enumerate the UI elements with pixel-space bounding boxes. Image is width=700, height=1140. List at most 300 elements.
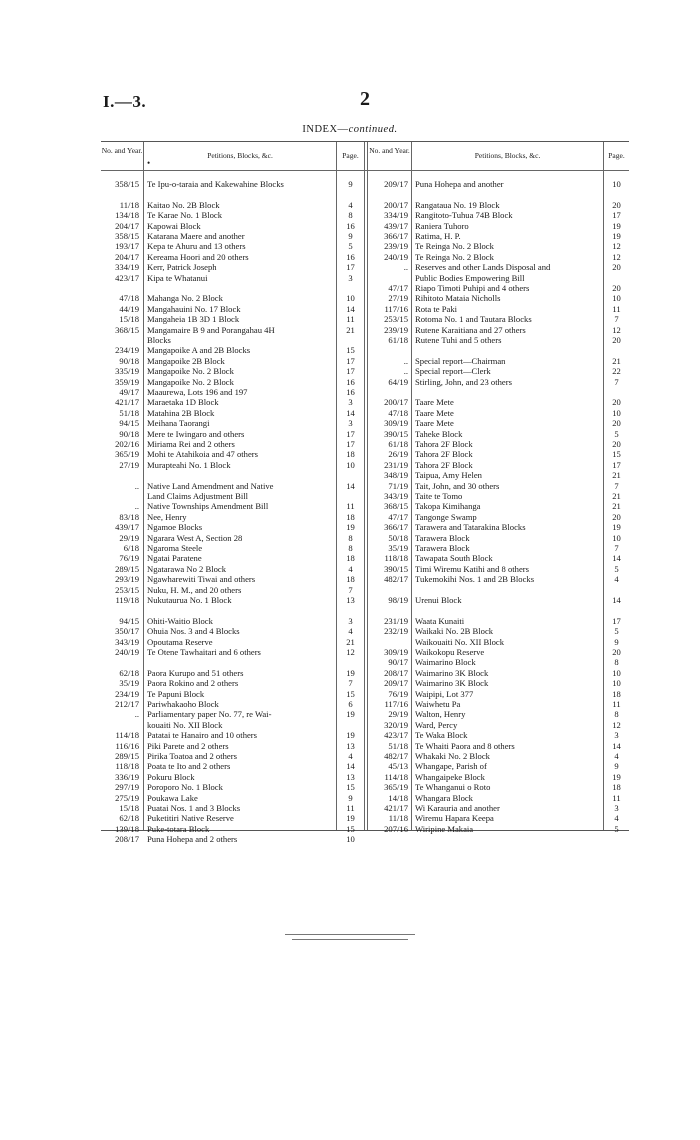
entry-page: 21 (612, 470, 621, 481)
entry-page: 12 (612, 251, 621, 262)
entry-page: 9 (348, 792, 353, 803)
entry-page: 19 (346, 522, 355, 533)
entry-page: 10 (612, 532, 621, 543)
entry-petition: Reserves and other Lands Disposal and (415, 262, 551, 273)
entry-petition: Murapteahi No. 1 Block (147, 459, 231, 470)
entry-page: 9 (614, 761, 619, 772)
entry-number: 29/19 (119, 532, 139, 543)
entry-petition: Urenui Block (415, 595, 462, 605)
entry-number: 289/15 (115, 751, 139, 761)
entry-number: 253/15 (384, 314, 408, 325)
entry-petition: Tahora 2F Block (415, 459, 473, 470)
entry-number: 231/19 (384, 615, 408, 626)
entry-petition: Miriama Rei and 2 others (147, 439, 235, 449)
entry-petition: Maaurewa, Lots 196 and 197 (147, 387, 248, 397)
entry-page: 21 (612, 501, 621, 512)
entry-number: 64/19 (388, 376, 408, 387)
entry-number: 62/18 (119, 813, 139, 824)
entry-petition: Te Karae No. 1 Block (147, 210, 223, 221)
entry-petition: Tawapata South Block (415, 553, 493, 564)
entry-number: 343/19 (115, 636, 139, 647)
entry-page: 16 (346, 251, 355, 262)
entry-petition: Taheke Block (415, 428, 463, 439)
entry-number: 6/18 (123, 543, 139, 553)
entry-number: 390/15 (384, 428, 408, 439)
entry-number: 204/17 (115, 220, 139, 231)
entry-petition: Mangamaire B 9 and Porangahau 4H (147, 324, 275, 335)
header-rule (101, 170, 629, 171)
entry-page: 15 (346, 345, 355, 356)
entry-number: 334/19 (115, 262, 139, 273)
entry-petition: Whangaipeke Block (415, 771, 485, 782)
entry-page: 20 (612, 439, 621, 449)
entry-number: 209/17 (384, 678, 408, 689)
entry-number: 366/17 (384, 522, 408, 533)
entry-page: 8 (614, 657, 619, 668)
entry-number: 49/17 (119, 387, 139, 397)
entry-number: 47/17 (388, 511, 408, 522)
entry-number: .. (403, 355, 408, 366)
entry-petition: Raniera Tuhoro (415, 220, 469, 231)
entry-petition: Takopa Kimihanga (415, 501, 481, 512)
entry-number: 51/18 (119, 407, 139, 418)
entry-petition: kouaiti No. XII Block (147, 719, 223, 730)
entry-petition: Poata te Ito and 2 others (147, 761, 231, 772)
entry-petition: Wiripine Makaia (415, 823, 474, 834)
entry-page: 13 (346, 595, 355, 605)
entry-petition: Blocks (147, 335, 171, 345)
entry-number: 348/19 (384, 470, 408, 481)
header-petitions-right: Petitions, Blocks, &c. (474, 151, 541, 160)
entry-number: 35/19 (388, 543, 408, 553)
entry-petition: Ngawharewiti Tiwai and others (147, 574, 256, 585)
entry-page: 3 (348, 418, 353, 429)
entry-petition: Native Land Amendment and Native (147, 480, 274, 491)
entry-number: 134/18 (115, 210, 139, 221)
entry-petition: Pokuru Block (147, 771, 195, 782)
entry-page: 3 (348, 615, 353, 626)
entry-page: 10 (612, 293, 621, 304)
entry-number: 334/19 (384, 210, 408, 221)
entry-number: 212/17 (115, 699, 139, 709)
entry-page: 4 (614, 751, 619, 761)
entry-petition: Whangara Block (415, 792, 473, 803)
entry-petition: Ngatarawa No 2 Block (147, 563, 226, 574)
entry-petition: Opoutama Reserve (147, 636, 213, 647)
entry-number: 253/15 (115, 584, 139, 595)
entry-page: 7 (614, 543, 619, 553)
entry-petition: Ngaroma Steele (147, 543, 203, 553)
entry-page: 14 (612, 740, 621, 751)
entry-petition: Rangataua No. 19 Block (415, 199, 500, 210)
entry-number: 15/18 (119, 803, 139, 813)
entry-petition: Mangapoike A and 2B Blocks (147, 345, 251, 356)
entry-number: 234/19 (115, 688, 139, 699)
entry-page: 5 (614, 823, 619, 834)
entry-petition: Tarawera and Tatarakina Blocks (415, 522, 526, 533)
entry-number: .. (134, 480, 139, 491)
entry-number: 359/19 (115, 376, 139, 387)
entry-page: 21 (612, 491, 621, 501)
entry-number: 423/17 (384, 730, 408, 741)
entry-page: 11 (346, 803, 355, 813)
entry-petition: Ngatai Paratene (147, 553, 202, 564)
entry-number: 368/15 (384, 501, 408, 512)
entry-petition: Te Reinga No. 2 Block (415, 241, 494, 252)
entry-number: 368/15 (115, 324, 139, 335)
entry-page: 13 (346, 740, 355, 751)
entry-number: 90/17 (388, 657, 408, 668)
entry-number: 482/17 (384, 574, 408, 585)
entry-number: 47/17 (388, 283, 408, 293)
entry-petition: Mangapoike No. 2 Block (147, 366, 234, 377)
entry-number: 209/17 (384, 179, 408, 189)
entry-number: 51/18 (388, 740, 408, 751)
entry-number: .. (403, 366, 408, 377)
entry-page: 4 (348, 751, 353, 761)
entry-number: 365/19 (115, 449, 139, 460)
entry-number: 50/18 (388, 532, 408, 543)
entry-number: 365/19 (384, 782, 408, 793)
entry-petition: Mangapoike 2B Block (147, 355, 225, 366)
entry-petition: Te Whanganui o Roto (415, 782, 491, 793)
entry-page: 10 (346, 293, 355, 304)
page-number: 2 (360, 88, 370, 110)
entry-page: 15 (346, 688, 355, 699)
entry-page: 3 (614, 803, 619, 813)
index-title (0, 124, 700, 135)
entry-page: 5 (614, 563, 619, 574)
document-reference: I.—3. (103, 92, 147, 111)
entry-number: 61/18 (388, 439, 408, 449)
entry-number: 208/17 (384, 667, 408, 678)
entry-number: 482/17 (384, 751, 408, 761)
entry-page: 20 (612, 335, 621, 345)
entry-petition: Rutene Karaitiana and 27 others (415, 324, 526, 335)
entry-page: 18 (612, 782, 621, 793)
entry-page: 8 (348, 210, 353, 221)
entry-petition: Tahora 2F Block (415, 439, 473, 449)
entry-page: 7 (614, 480, 619, 491)
entry-page: 7 (348, 678, 353, 689)
entry-page: 20 (612, 397, 621, 408)
entry-page: 15 (346, 782, 355, 793)
entry-page: 16 (346, 220, 355, 231)
entry-page: 10 (612, 407, 621, 418)
entry-petition: Waata Kunaiti (415, 615, 465, 626)
entry-number: 116/16 (115, 740, 139, 751)
entry-petition: Ngarara West A, Section 28 (147, 532, 243, 543)
entry-number: 289/15 (115, 563, 139, 574)
index-table (101, 141, 629, 845)
entry-petition: Rota te Paki (415, 303, 458, 314)
closing-rule (285, 934, 415, 935)
entry-petition: Land Claims Adjustment Bill (147, 491, 248, 501)
entry-page: 12 (612, 719, 621, 730)
entry-petition: Nukutaurua No. 1 Block (147, 595, 232, 605)
entry-number: 309/19 (384, 418, 408, 429)
entry-petition: Kerr, Patrick Joseph (147, 262, 217, 273)
entry-petition: Ward, Percy (415, 719, 458, 730)
entry-petition: Te Papuni Block (147, 688, 205, 699)
entry-petition: Walton, Henry (415, 709, 466, 720)
entry-petition: Tarawera Block (415, 532, 470, 543)
entry-number: 61/18 (388, 335, 408, 345)
entry-number: 232/19 (384, 626, 408, 637)
entry-number: 119/18 (115, 595, 139, 605)
entry-number: 358/15 (115, 231, 139, 241)
entry-number: .. (403, 262, 408, 273)
entry-number: 27/19 (119, 459, 139, 470)
entry-petition: Te Reinga No. 2 Block (415, 251, 494, 262)
entry-number: 29/19 (388, 709, 408, 720)
entry-number: 421/17 (384, 803, 408, 813)
entry-page: 17 (346, 439, 355, 449)
entry-page: 5 (614, 428, 619, 439)
entry-petition: Waimarino 3K Block (415, 667, 489, 678)
entry-number: 11/18 (119, 199, 139, 210)
entry-page: 10 (346, 834, 355, 845)
entry-number: 94/15 (119, 615, 139, 626)
entry-number: 240/19 (115, 647, 139, 657)
entry-number: 309/19 (384, 647, 408, 657)
entry-petition: Paora Rokino and 2 others (147, 678, 239, 689)
entry-petition: Katarana Maere and another (147, 231, 245, 241)
entry-page: 19 (612, 522, 621, 533)
entry-number: 76/19 (119, 553, 139, 564)
entry-number: 293/19 (115, 574, 139, 585)
entry-petition: Tangonge Swamp (415, 511, 477, 522)
entry-petition: Waiwhetu Pa (415, 699, 461, 709)
entry-page: 16 (346, 387, 355, 397)
entry-petition: Wiremu Hapara Keepa (415, 813, 494, 824)
entry-petition: Waikokopu Reserve (415, 647, 485, 657)
entry-page: 11 (612, 699, 621, 709)
entry-petition: Nuku, H. M., and 20 others (147, 584, 242, 595)
entry-page: 4 (348, 563, 353, 574)
entry-page: 18 (346, 511, 355, 522)
entry-number: 423/17 (115, 272, 139, 283)
entry-number: 117/16 (384, 699, 408, 709)
entry-petition: Maraetaka 1D Block (147, 397, 219, 408)
entry-number: 47/18 (119, 293, 139, 304)
entry-page: 11 (346, 314, 355, 325)
entry-page: 11 (612, 303, 621, 314)
entry-page: 17 (612, 615, 621, 626)
entry-petition: Te Ipu-o-taraia and Kakewahine Blocks (147, 179, 284, 189)
entry-page: 21 (346, 324, 355, 335)
entry-page: 3 (348, 272, 353, 283)
entry-page: 17 (612, 210, 621, 221)
entry-petition: Tukemokihi Nos. 1 and 2B Blocks (415, 574, 535, 585)
entry-petition: Waimarino Block (415, 657, 476, 668)
entry-petition: Tarawera Block (415, 543, 470, 553)
entry-page: 18 (346, 449, 355, 460)
entry-petition: Taare Mete (415, 397, 454, 408)
header-page-right: Page. (608, 151, 625, 160)
entry-number: 234/19 (115, 345, 139, 356)
entry-number: 239/19 (384, 241, 408, 252)
entry-petition: Puna Hohepa and 2 others (147, 834, 238, 845)
entry-petition: Poukawa Lake (147, 792, 198, 803)
entry-petition: Kapowai Block (147, 220, 201, 231)
closing-rule (292, 939, 408, 940)
entry-page: 20 (612, 418, 621, 429)
entry-page: 19 (612, 771, 621, 782)
entry-petition: Tahora 2F Block (415, 449, 473, 460)
ink-mark: • (147, 158, 151, 168)
entry-page: 4 (348, 199, 353, 210)
entry-page: 17 (346, 355, 355, 366)
entry-page: 17 (346, 428, 355, 439)
entry-petition: Rangitoto-Tuhua 74B Block (415, 210, 513, 221)
entry-petition: Kipa te Whatanui (147, 272, 208, 283)
entry-petition: Ohuia Nos. 3 and 4 Blocks (147, 626, 240, 637)
entry-page: 19 (612, 231, 621, 241)
entry-number: 200/17 (384, 199, 408, 210)
entry-number: 207/16 (384, 823, 408, 834)
entry-page: 18 (612, 688, 621, 699)
entry-page: 11 (612, 792, 621, 803)
entry-number: 204/17 (115, 251, 139, 262)
entry-number: 94/15 (119, 418, 139, 429)
entry-petition: Taare Mete (415, 418, 454, 429)
entry-petition: Pariwhakaoho Block (147, 699, 219, 709)
entry-number: 14/18 (388, 792, 408, 803)
entry-page: 15 (612, 449, 621, 460)
entry-page: 8 (614, 709, 619, 720)
entry-petition: Pirika Toatoa and 2 others (147, 751, 237, 761)
entry-page: 10 (612, 179, 621, 189)
entry-number: 208/17 (115, 834, 139, 845)
entry-page: 19 (346, 813, 355, 824)
entry-number: 118/18 (384, 553, 408, 564)
entry-petition: Te Whaiti Paora and 8 others (415, 740, 515, 751)
entry-page: 18 (346, 553, 355, 564)
entry-petition: Rutene Tuhi and 5 others (415, 335, 502, 345)
entry-page: 5 (614, 626, 619, 637)
entry-page: 14 (346, 480, 355, 491)
entry-number: 45/13 (388, 761, 408, 772)
entry-number: 90/18 (119, 355, 139, 366)
index-title-main: INDEX— (302, 124, 349, 135)
entry-number: 118/18 (115, 761, 139, 772)
entry-page: 14 (346, 407, 355, 418)
index-title-italic: continued. (348, 124, 398, 135)
entry-page: 19 (346, 667, 355, 678)
entry-petition: Nee, Henry (147, 511, 187, 522)
entry-petition: Taare Mete (415, 407, 454, 418)
entry-petition: Mangapoike No. 2 Block (147, 376, 234, 387)
entry-number: 335/19 (115, 366, 139, 377)
entry-petition: Piki Parete and 2 others (147, 740, 229, 751)
entry-page: 20 (612, 511, 621, 522)
entry-page: 19 (346, 709, 355, 720)
entry-number: 114/18 (115, 730, 139, 741)
entry-number: 26/19 (388, 449, 408, 460)
column-divider (411, 142, 412, 830)
entry-page: 14 (346, 303, 355, 314)
entry-page: 19 (612, 220, 621, 231)
entry-number: 117/16 (384, 303, 408, 314)
entry-number: 240/19 (384, 251, 408, 262)
entry-page: 14 (612, 553, 621, 564)
entry-petition: Public Bodies Empowering Bill (415, 272, 525, 283)
entry-page: 9 (614, 636, 619, 647)
entry-petition: Special report—Chairman (415, 355, 506, 366)
entry-page: 12 (346, 647, 355, 657)
entry-petition: Ratima, H. P. (415, 231, 461, 241)
entry-petition: Ohiti-Waitio Block (147, 615, 213, 626)
entry-number: 83/18 (119, 511, 139, 522)
entry-page: 3 (614, 730, 619, 741)
entry-petition: Mere te Iwingaro and others (147, 428, 245, 439)
entry-number: 358/15 (115, 179, 139, 189)
entry-number: 47/18 (388, 407, 408, 418)
entry-page: 19 (346, 730, 355, 741)
entry-petition: Kaitao No. 2B Block (147, 199, 220, 210)
entry-number: 239/19 (384, 324, 408, 335)
entry-number: 421/17 (115, 397, 139, 408)
entry-page: 10 (612, 678, 621, 689)
entry-page: 20 (612, 199, 621, 210)
entry-number: 390/15 (384, 563, 408, 574)
entry-page: 13 (346, 771, 355, 782)
entry-petition: Timi Wiremu Katihi and 8 others (415, 563, 529, 574)
entry-page: 4 (614, 813, 619, 824)
entry-number: .. (134, 501, 139, 512)
entry-page: 6 (348, 699, 353, 709)
entry-page: 20 (612, 647, 621, 657)
entry-page: 21 (612, 355, 621, 366)
entry-petition: Waikouaiti No. XII Block (415, 636, 505, 647)
entry-petition: Te Otene Tawhaitari and 6 others (147, 647, 261, 657)
entry-petition: Whakaki No. 2 Block (415, 751, 490, 761)
entry-page: 17 (346, 262, 355, 273)
entry-number: 71/19 (388, 480, 408, 491)
entry-petition: Meihana Taorangi (147, 418, 210, 429)
entry-page: 21 (346, 636, 355, 647)
entry-petition: Kepa te Ahuru and 13 others (147, 241, 246, 252)
entry-petition: Puketitiri Native Reserve (147, 813, 234, 824)
entry-page: 7 (614, 376, 619, 387)
entry-page: 20 (612, 262, 621, 273)
header-no-year-right: No. and Year. (369, 146, 410, 155)
entry-page: 4 (348, 626, 353, 637)
entry-number: .. (134, 709, 139, 720)
entry-petition: Native Townships Amendment Bill (147, 501, 269, 512)
entry-number: 439/17 (115, 522, 139, 533)
entry-number: 275/19 (115, 792, 139, 803)
header-page-left: Page. (342, 151, 359, 160)
entry-petition: Puatai Nos. 1 and 3 Blocks (147, 803, 241, 813)
entry-page: 9 (348, 231, 353, 241)
entry-petition: Waikaki No. 2B Block (415, 626, 494, 637)
entry-page: 14 (346, 761, 355, 772)
entry-number: 15/18 (119, 314, 139, 325)
entry-number: 320/19 (384, 719, 408, 730)
entry-petition: Taite te Tomo (415, 491, 463, 501)
entry-page: 12 (612, 241, 621, 252)
entry-page: 8 (348, 532, 353, 543)
entry-petition: Mangahauini No. 17 Block (147, 303, 241, 314)
entry-number: 139/18 (115, 823, 139, 834)
entry-page: 7 (348, 584, 353, 595)
entry-petition: Puke-totara Block (147, 823, 210, 834)
entry-petition: Parliamentary paper No. 77, re Wai- (147, 709, 272, 720)
entry-petition: Rotoma No. 1 and Tautara Blocks (415, 314, 532, 325)
entry-page: 7 (614, 314, 619, 325)
